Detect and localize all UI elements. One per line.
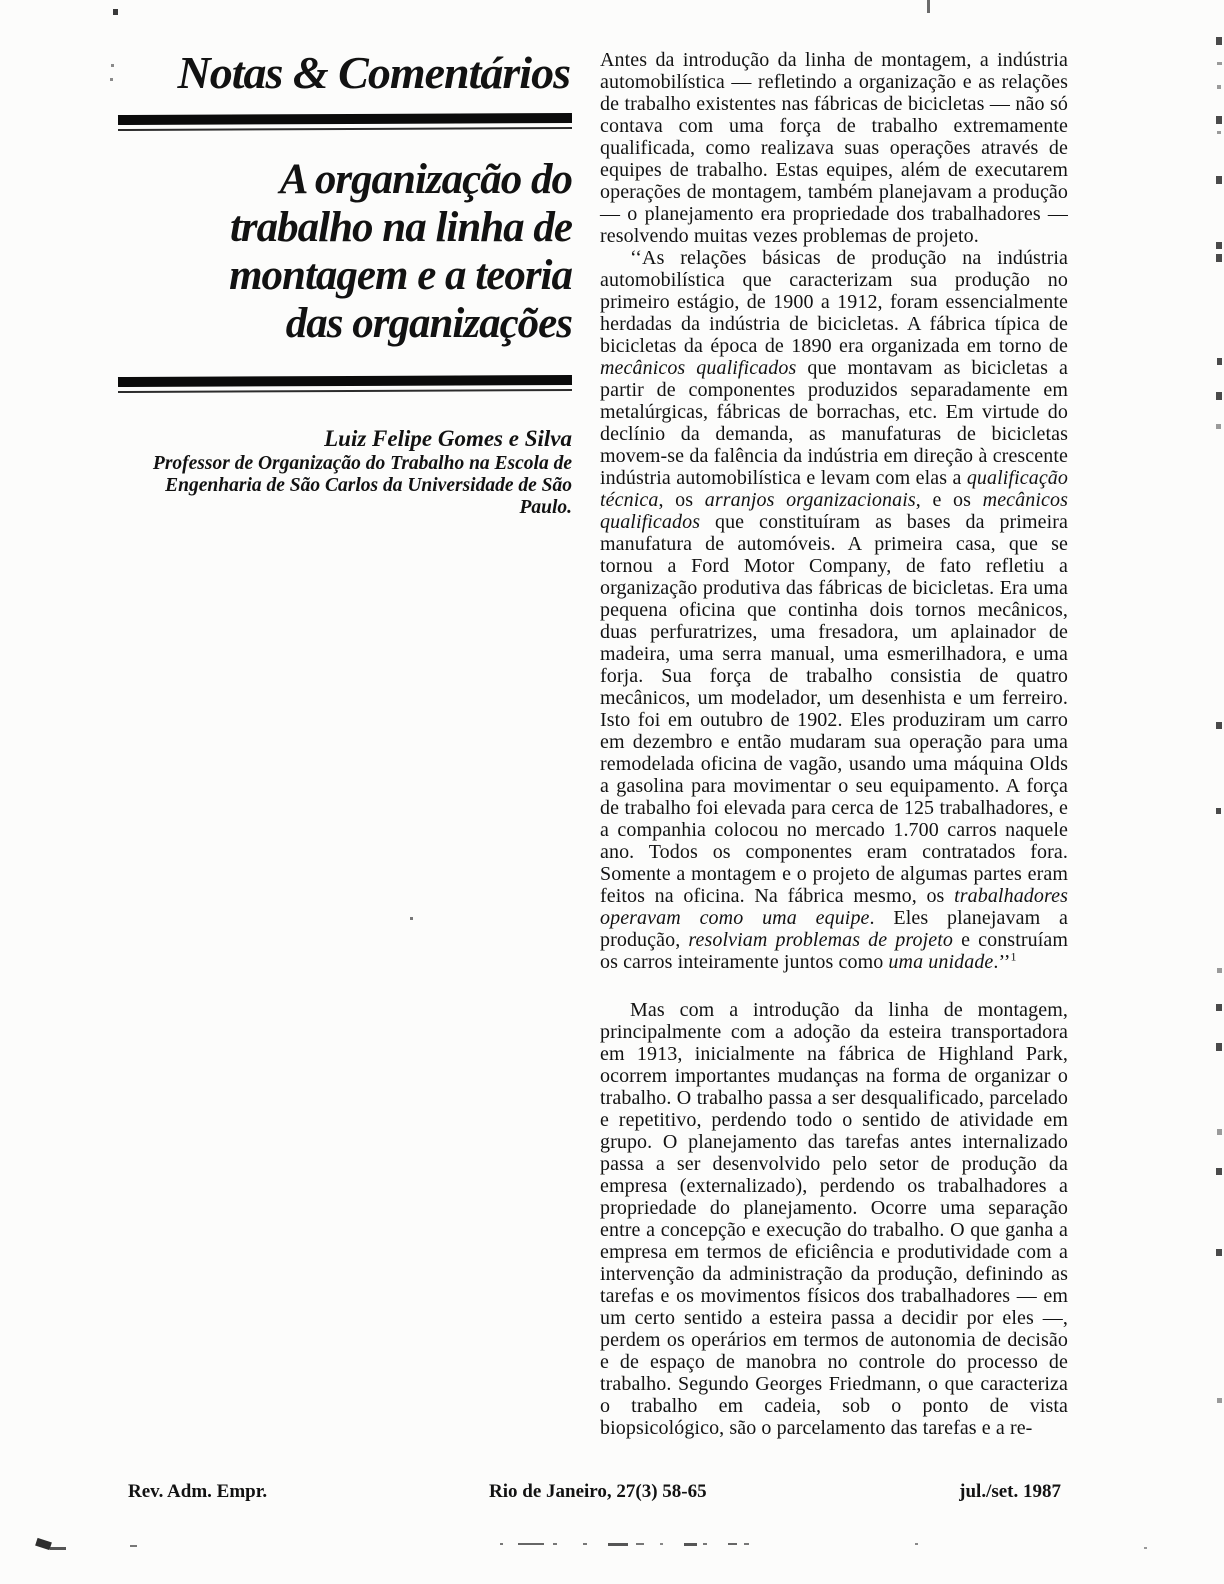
text-run: , e os: [915, 489, 983, 511]
text-run: , os: [658, 489, 705, 511]
text-line: montagem e a teoria: [229, 252, 572, 299]
text-run: que constituíram as bases da primeira manufatura de automóveis. A primeira casa, que se tornou a Ford Motor Company, de fato refletiu a organização produtiva das fábricas de bicicletas. Era uma pequena oficina que continha dois tornos mecânicos, duas perfuratrizes, uma fresadora, um aplainador de madeira, uma serra manual, uma esmerilhadora, e uma forja. Sua força de trabalho consistia de quatro mecânicos, um modelador, um desenhista e um ferreiro. Isto foi em outubro de 1902. Eles produziram um carro em dezembro e então mudaram sua operação para uma remodelada oficina de vagão, usando uma máquina Olds a gasolina para movimentar o seu equipamento. A força de trabalho foi elevada para cerca de 125 trabalhadores, e a companhia colocou no mercado 1.700 carros naquele ano. Todos os componentes eram contratados fora. Somente a montagem e o projeto de algumas partes eram feitos na oficina. Na fábrica mesmo, os: [600, 511, 1068, 907]
text-line: trabalho na linha de: [229, 204, 572, 251]
scan-artifact: [1216, 1168, 1222, 1175]
text-run: qualificação técnica: [600, 467, 1068, 511]
body-paragraph: [600, 999, 1068, 1439]
scan-artifact: [50, 1547, 66, 1550]
text-run: resolviam problemas de projeto: [688, 929, 954, 951]
text-line: das organizações: [285, 300, 572, 347]
scan-artifact: [500, 1543, 503, 1545]
scan-artifact: [113, 9, 118, 15]
title-rule-thick: [118, 375, 572, 387]
scan-artifact: [111, 64, 114, 67]
scan-artifact: [728, 1543, 737, 1545]
title-rule-thin: [118, 389, 572, 393]
text-run: que montavam as bicicletas a partir de componentes produzidos separadamente em metalúrgicas, fábricas de borrachas, etc. Em virtude do declínio da demanda, as manufaturas de bicicletas movem-se da falência da indústria em direção à crescente indústria automobilística e levam com elas a: [600, 357, 1068, 489]
scan-artifact: [915, 1543, 918, 1545]
author-block: [118, 426, 572, 519]
text-run: .’’: [993, 951, 1011, 973]
scan-artifact: [1216, 808, 1221, 814]
scan-artifact: [1217, 131, 1221, 134]
scan-artifact: [927, 0, 930, 13]
scan-artifact: [518, 1543, 544, 1545]
scan-artifact: [553, 1543, 557, 1545]
scan-artifact: [1216, 37, 1222, 45]
body-paragraph: [600, 247, 1068, 973]
author-affiliation: [118, 453, 572, 519]
scan-artifact: [1217, 1398, 1222, 1403]
text-run: mecânicos qualificados: [600, 489, 1068, 533]
scan-artifact: [1217, 1129, 1222, 1135]
text-run: ‘‘As relações básicas de produção na indústria automobilística que caracterizam sua produção no primeiro estágio, de 1900 a 1912, foram essencialmente herdadas da indústria de bicicletas. A fábrica típica de bicicletas da época de 1890 era organizada em torno de: [600, 247, 1068, 357]
text-run: trabalhadores operavam como uma equipe: [600, 885, 1068, 929]
scan-artifact: [1216, 254, 1222, 262]
page-footer: [0, 1481, 1224, 1507]
footer-journal-name: Rev. Adm. Empr.: [128, 1481, 268, 1502]
scan-artifact: [1217, 85, 1221, 89]
scan-artifact: [1216, 722, 1222, 729]
body-text-column: [600, 49, 1068, 1439]
scan-artifact: [1217, 968, 1222, 973]
text-run: uma unidade: [888, 951, 994, 973]
scan-artifact: [1216, 424, 1221, 429]
scan-artifact: [583, 1543, 587, 1545]
scan-artifact: [744, 1543, 749, 1545]
scan-artifact: [636, 1543, 644, 1545]
scan-artifact: [110, 78, 113, 81]
footer-issue-info: Rio de Janeiro, 27(3) 58-65: [489, 1481, 707, 1502]
text-line: Engenharia de São Carlos da Universidade de São Paulo.: [165, 475, 572, 518]
scan-artifact: [130, 1545, 137, 1547]
title-column: [118, 44, 572, 519]
scan-artifact: [1216, 176, 1222, 184]
body-paragraph: [600, 49, 1068, 247]
scan-artifact: [1216, 116, 1222, 124]
scan-artifact: [608, 1543, 628, 1546]
scan-artifact: [660, 1543, 663, 1545]
scan-artifact: [1216, 1249, 1222, 1256]
scan-artifact: [410, 917, 413, 920]
scan-artifact: [1216, 1043, 1222, 1051]
scan-artifact: [684, 1543, 697, 1546]
scan-artifact: [1217, 62, 1222, 65]
section-title: Notas & Comentários: [177, 47, 570, 98]
footer-date: jul./set. 1987: [959, 1481, 1061, 1502]
scan-artifact: [1216, 392, 1222, 400]
scan-artifact: [1216, 1004, 1222, 1011]
scan-artifact: [1144, 1547, 1147, 1549]
author-name: Luiz Felipe Gomes e Silva: [324, 426, 572, 451]
text-line: Professor de Organização do Trabalho na Escola de: [152, 453, 572, 474]
header-rule-thick: [118, 113, 572, 125]
text-run: . Eles planejavam a produção,: [600, 907, 1068, 951]
header-rule-thin: [118, 127, 572, 131]
scan-artifact: [1217, 358, 1222, 365]
article-title: [118, 156, 572, 348]
text-run: arranjos organizacionais: [704, 489, 916, 511]
scan-artifact: [1216, 242, 1222, 249]
text-run: mecânicos qualificados: [600, 357, 797, 379]
scan-artifact: [703, 1543, 707, 1545]
text-run: e construíam os carros inteiramente juntos como: [600, 929, 1069, 973]
footnote-marker: 1: [1010, 949, 1017, 964]
text-run: Antes da introdução da linha de montagem, a indústria automobilística — refletindo a organização e as relações de trabalho existentes nas fábricas de bicicletas — não só contava com uma força de trabalho extremamente qualificada, como realizava suas operações através de equipes de trabalho. Estas equipes, além de executarem operações de montagem, também planejavam a produção — o planejamento era propriedade dos trabalhadores — resolvendo muitas vezes problemas de projeto.: [600, 49, 1068, 247]
text-run: Mas com a introdução da linha de montagem, principalmente com a adoção da esteira transportadora em 1913, inicialmente na fábrica de Highland Park, ocorrem importantes mudanças na forma de organizar o trabalho. O trabalho passa a ser desqualificado, parcelado e repetitivo, perdendo todo o sentido de atividade em grupo. O planejamento das tarefas antes internalizado passa a ser desenvolvido pelo setor de produção da empresa (externalizado), perdendo os trabalhadores a propriedade do planejamento. Ocorre uma separação entre a concepção e execução do trabalho. O que ganha a empresa em termos de eficiência e produtividade com a intervenção da administração da produção, definindo as tarefas e os movimentos físicos dos trabalhadores — em um certo sentido a esteira passa a decidir por eles —, perdem os operários em termos de autonomia de decisão e de espaço de manobra no controle do processo de trabalho. Segundo Georges Friedmann, o que caracteriza o trabalho em cadeia, sob o ponto de vista biopsicológico, são o parcelamento das tarefas e a re-: [600, 999, 1068, 1439]
title-rule-wrap: [118, 376, 572, 392]
text-line: A organização do: [279, 156, 572, 203]
